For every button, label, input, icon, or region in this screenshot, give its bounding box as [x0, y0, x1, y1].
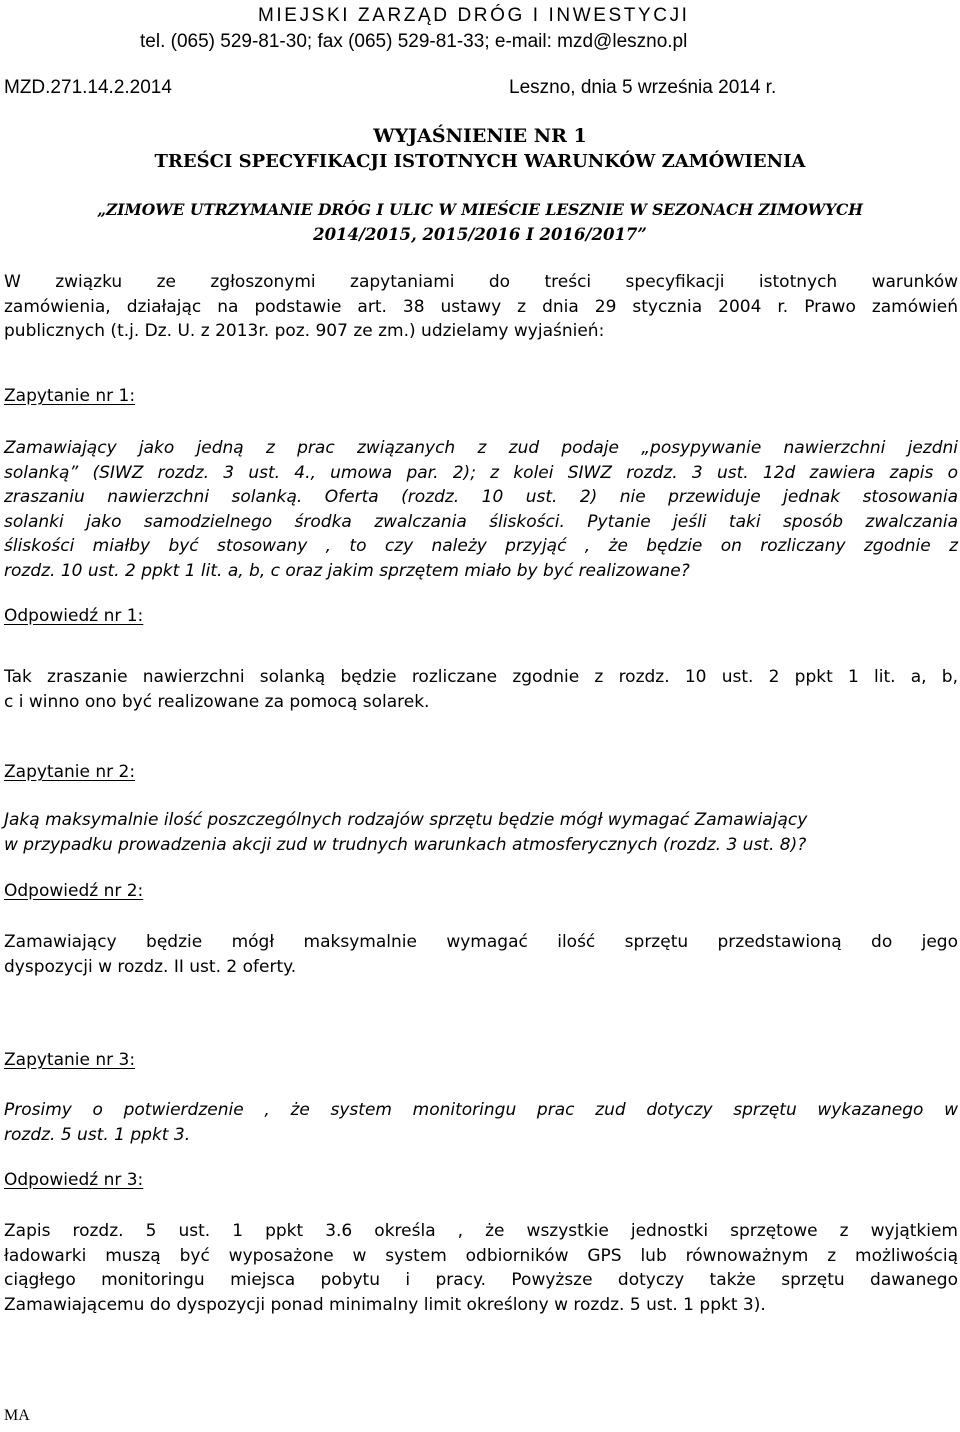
author-initials: MA	[4, 1407, 30, 1424]
intro-line: publicznych (t.j. Dz. U. z 2013r. poz. 907 ze zm.) udzielamy wyjaśnień:	[4, 321, 605, 341]
question-line: Zamawiający jako jedną z prac związanych z zud podaje „posypywanie nawierzchni jezdni	[4, 438, 958, 458]
question-2-heading: Zapytanie nr 2:	[4, 762, 136, 782]
letterhead-contact: tel. (065) 529-81-30; fax (065) 529-81-33; e-mail: mzd@leszno.pl	[140, 31, 688, 52]
document-subtitle: TREŚCI SPECYFIKACJI ISTOTNYCH WARUNKÓW ZAMÓWIENIA	[154, 151, 806, 172]
question-line: w przypadku prowadzenia akcji zud w trudnych warunkach atmosferycznych (rozdz. 3 ust. 8)?	[4, 834, 807, 855]
question-3-text	[4, 1098, 958, 1147]
answer-line: Zamawiającemu do dyspozycji ponad minimalny limit określony w rozdz. 5 ust. 1 ppkt 3).	[4, 1294, 766, 1315]
question-line: rozdz. 5 ust. 1 ppkt 3.	[4, 1124, 191, 1145]
answer-2-text	[4, 930, 958, 979]
question-line: Jaką maksymalnie ilość poszczególnych rodzajów sprzętu będzie mógł wymagać Zamawiający	[4, 810, 808, 830]
letterhead-org: MIEJSKI ZARZĄD DRÓG I INWESTYCJI	[258, 5, 690, 26]
answer-3-heading: Odpowiedź nr 3:	[4, 1170, 144, 1190]
answer-line: dyspozycji w rozdz. II ust. 2 oferty.	[4, 956, 297, 977]
question-line: śliskości miałby być stosowany , to czy należy przyjąć , że będzie on rozliczany zgodnie z	[4, 536, 958, 556]
subject-line-1: „ZIMOWE UTRZYMANIE DRÓG I ULIC W MIEŚCIE LESZNIE W SEZONACH ZIMOWYCH	[97, 200, 863, 219]
subject-line-2: 2014/2015, 2015/2016 I 2016/2017”	[313, 225, 647, 244]
intro-line: W związku ze zgłoszonymi zapytaniami do treści specyfikacji istotnych warunków	[4, 272, 958, 292]
document-title: WYJAŚNIENIE NR 1	[373, 125, 587, 147]
question-line: rozdz. 10 ust. 2 ppkt 1 lit. a, b, c oraz jakim sprzętem miało by być realizowane?	[4, 560, 690, 581]
intro-line: zamówienia, działając na podstawie art. 38 ustawy z dnia 29 stycznia 2004 r. Prawo zamówień	[4, 296, 958, 317]
answer-3-text	[4, 1219, 958, 1317]
question-2-text	[4, 808, 958, 857]
answer-line: ciągłego monitoringu miejsca pobytu i pracy. Powyższe dotyczy także sprzętu dawanego	[4, 1270, 958, 1290]
place-date: Leszno, dnia 5 września 2014 r.	[509, 77, 777, 98]
question-1-text	[4, 436, 958, 583]
reference-number: MZD.271.14.2.2014	[4, 77, 172, 98]
answer-2-heading: Odpowiedź nr 2:	[4, 881, 144, 901]
question-line: Prosimy o potwierdzenie , że system monitoringu prac zud dotyczy sprzętu wykazanego w	[4, 1100, 958, 1120]
question-line: solanką” (SIWZ rozdz. 3 ust. 4., umowa par. 2); z kolei SIWZ rozdz. 3 ust. 12d zawiera zapis o	[4, 462, 958, 483]
intro-paragraph	[4, 270, 958, 344]
answer-1-text	[4, 665, 958, 714]
answer-line: Zapis rozdz. 5 ust. 1 ppkt 3.6 określa , że wszystkie jednostki sprzętowe z wyjątkiem	[4, 1221, 958, 1241]
question-3-heading: Zapytanie nr 3:	[4, 1050, 136, 1070]
answer-1-heading: Odpowiedź nr 1:	[4, 606, 144, 626]
question-line: zraszaniu nawierzchni solanką. Oferta (rozdz. 10 ust. 2) nie przewiduje jednak stosowania	[4, 487, 958, 507]
question-1-heading: Zapytanie nr 1:	[4, 386, 136, 406]
answer-line: c i winno ono być realizowane za pomocą solarek.	[4, 691, 430, 712]
answer-line: Zamawiający będzie mógł maksymalnie wymagać ilość sprzętu przedstawioną do jego	[4, 932, 958, 952]
answer-line: ładowarki muszą być wyposażone w system odbiorników GPS lub równoważnym z możliwością	[4, 1245, 958, 1266]
answer-line: Tak zraszanie nawierzchni solanką będzie rozliczane zgodnie z rozdz. 10 ust. 2 ppkt 1 lit. a, b,	[4, 667, 958, 687]
question-line: solanki jako samodzielnego środka zwalczania śliskości. Pytanie jeśli taki sposób zwalczania	[4, 511, 958, 532]
